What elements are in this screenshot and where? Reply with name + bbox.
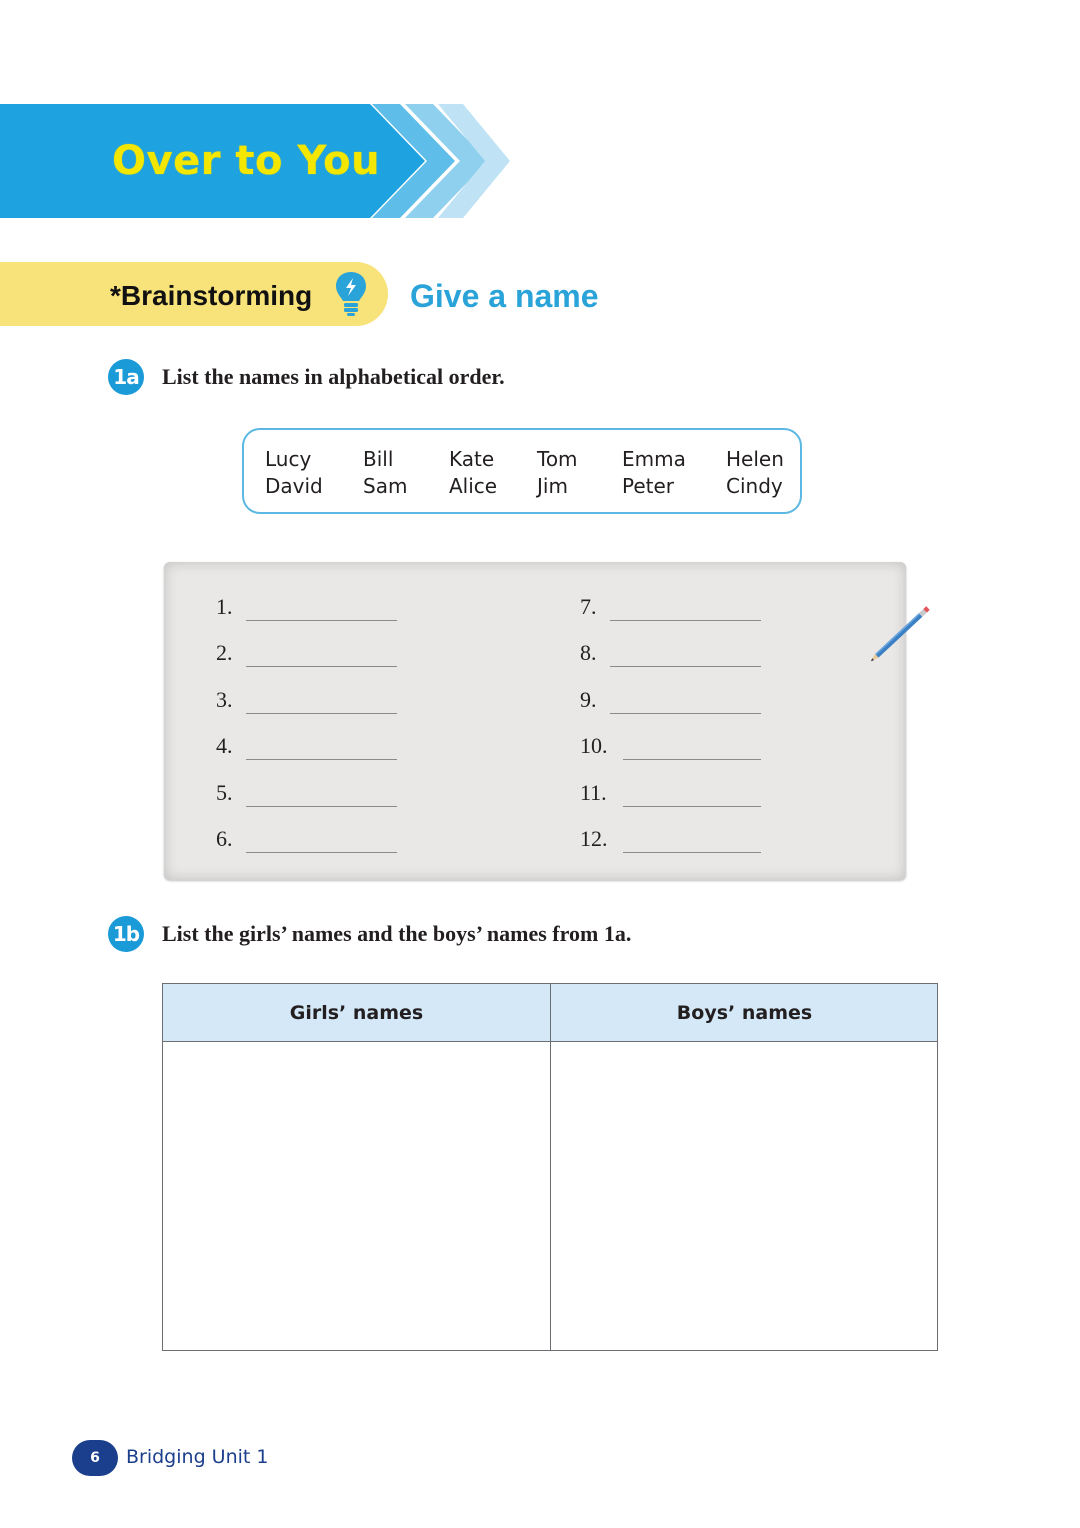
page-title: Over to You [112,138,381,184]
answer-line[interactable] [246,806,397,807]
answer-line[interactable] [610,620,761,621]
name-item: Sam [363,474,408,498]
row-number: 9. [580,687,597,712]
answer-row[interactable] [216,638,401,670]
name-column [537,446,578,500]
row-number: 11. [580,780,607,805]
answer-row[interactable] [580,685,765,717]
row-number: 8. [580,640,597,665]
answer-line[interactable] [623,852,761,853]
row-number: 3. [216,687,233,712]
name-item: Cindy [726,474,783,498]
instruction-1b: List the girls’ names and the boys’ names from 1a. [162,921,632,946]
answer-line[interactable] [610,666,761,667]
name-item: Alice [449,474,498,498]
task-badge-1b: 1b [108,916,144,952]
name-item: Helen [726,447,784,471]
pencil-icon [862,596,942,670]
answer-line[interactable] [246,852,397,853]
names-table [162,983,938,1351]
row-number: 7. [580,594,597,619]
name-item: Tom [537,447,578,471]
answer-row[interactable] [580,824,765,856]
name-column [622,446,686,500]
column-header-girls: Girls’ names [289,1002,424,1024]
task-badge-1a: 1a [108,359,144,395]
name-column [363,446,407,500]
row-number: 10. [580,733,608,758]
section-label: *Brainstorming [110,280,313,311]
answer-row[interactable] [216,685,401,717]
name-item: Peter [622,474,675,498]
topic-title: Give a name [410,278,599,314]
answer-row[interactable] [580,638,765,670]
name-item: Kate [449,447,495,471]
answer-row[interactable] [580,778,765,810]
answer-line[interactable] [623,759,761,760]
name-item: Emma [622,447,686,471]
answer-row[interactable] [216,778,401,810]
row-number: 2. [216,640,233,665]
name-column [726,446,784,500]
name-item: Bill [363,447,394,471]
name-column [265,446,323,500]
name-item: Jim [537,474,568,498]
names-box [242,428,802,514]
row-number: 6. [216,826,233,851]
answer-line[interactable] [246,713,397,714]
answer-row[interactable] [580,731,765,763]
answer-line[interactable] [623,806,761,807]
unit-label: Bridging Unit 1 [126,1446,269,1468]
name-item: Lucy [265,447,312,471]
row-number: 4. [216,733,233,758]
name-item: David [265,474,323,498]
column-divider [550,984,551,1350]
page-number: 6 [72,1440,118,1476]
answer-row[interactable] [216,592,401,624]
answer-line[interactable] [246,759,397,760]
answer-row[interactable] [216,731,401,763]
instruction-1a: List the names in alphabetical order. [162,364,505,389]
row-number: 5. [216,780,233,805]
lightbulb-icon [334,270,368,318]
answer-row[interactable] [216,824,401,856]
column-header-boys: Boys’ names [676,1002,813,1024]
row-number: 1. [216,594,233,619]
name-column [449,446,497,500]
answer-row[interactable] [580,592,765,624]
row-number: 12. [580,826,608,851]
answer-line[interactable] [246,620,397,621]
answer-line[interactable] [610,713,761,714]
answer-line[interactable] [246,666,397,667]
